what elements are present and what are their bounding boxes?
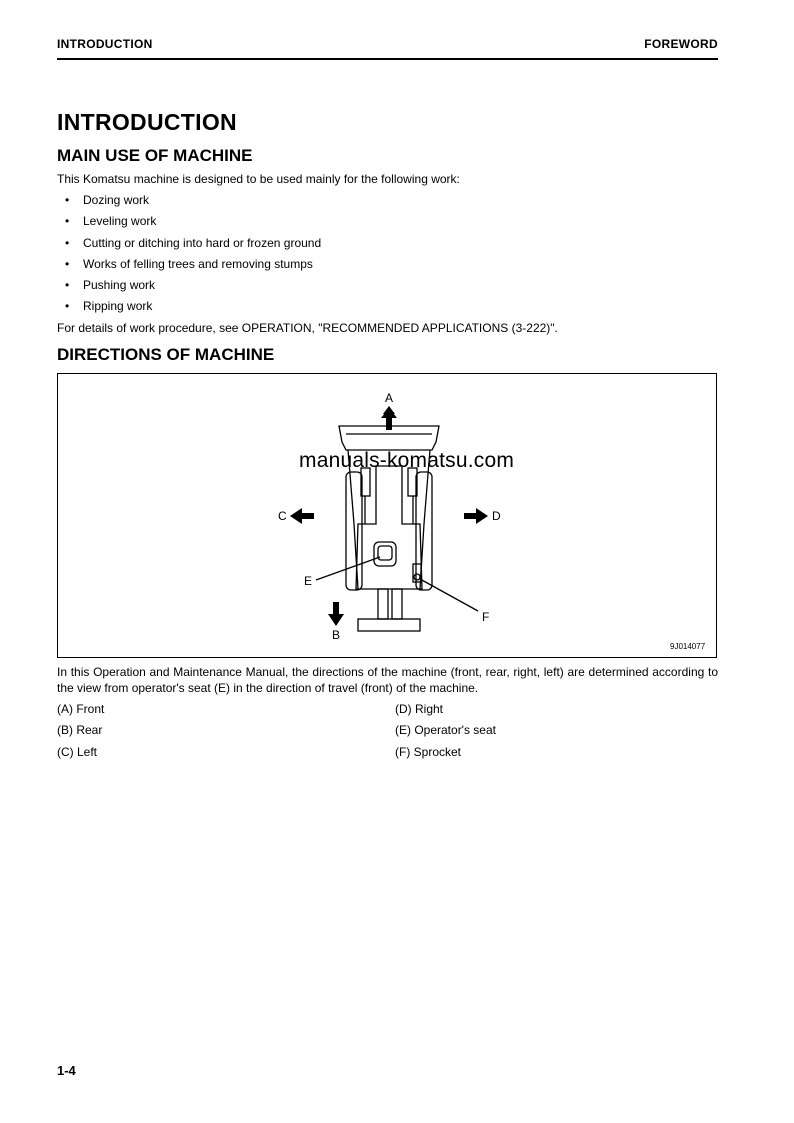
figure-code: 9J014077	[670, 642, 706, 651]
list-item: • Dozing work	[65, 193, 150, 207]
machine-body	[356, 466, 422, 589]
leader-line-f	[420, 579, 478, 611]
page-header	[57, 37, 718, 60]
list-item: • Cutting or ditching into hard or frozen ground	[65, 235, 322, 250]
watermark-text: manuals-komatsu.com	[299, 449, 515, 472]
bullet-dot: •	[65, 256, 70, 271]
legend-rear: (B) Rear	[57, 723, 103, 737]
list-item: • Ripping work	[65, 299, 153, 314]
page-number: 1-4	[57, 1063, 76, 1078]
legend-operator-seat: (E) Operator's seat	[395, 723, 496, 737]
main-use-intro: This Komatsu machine is designed to be used mainly for the following work:	[57, 172, 460, 186]
left-rear-frame	[378, 589, 388, 619]
directions-heading: DIRECTIONS OF MACHINE	[57, 345, 275, 364]
work-procedure-reference: For details of work procedure, see OPERATION, "RECOMMENDED APPLICATIONS (3-222)".	[57, 321, 558, 335]
arrow-front-icon	[381, 408, 397, 430]
main-use-heading: MAIN USE OF MACHINE	[57, 146, 253, 165]
work-list	[57, 193, 321, 321]
directions-description: In this Operation and Maintenance Manual, the directions of the machine (front, rear, right, left) are determined according to the view from operator's seat (E) in the direction of travel (front) of the machine.	[57, 665, 718, 695]
seat-cushion	[378, 546, 392, 560]
bullet-dot: •	[65, 235, 70, 250]
legend-left: (C) Left	[57, 745, 98, 759]
header-section: INTRODUCTION	[57, 37, 153, 51]
header-chapter: FOREWORD	[644, 37, 718, 51]
legend-front: (A) Front	[57, 702, 105, 716]
machine-directions-figure	[57, 373, 717, 658]
sprocket-hub	[414, 574, 420, 580]
arrow-rear-icon	[328, 602, 344, 626]
bullet-dot: •	[65, 278, 70, 293]
bulldozer-top-view-diagram	[58, 374, 718, 659]
label-d: D	[492, 509, 501, 523]
ripper-beam	[358, 619, 420, 631]
bullet-dot: •	[65, 214, 70, 229]
arrow-left-icon	[290, 508, 314, 524]
arrow-right-icon	[464, 508, 488, 524]
bullet-dot: •	[65, 193, 70, 207]
page-title: INTRODUCTION	[57, 109, 237, 135]
right-rear-frame	[392, 589, 402, 619]
label-e: E	[304, 574, 313, 588]
label-b: B	[332, 628, 341, 642]
legend-right: (D) Right	[395, 702, 444, 716]
list-item: • Works of felling trees and removing stumps	[65, 256, 313, 271]
label-a: A	[385, 391, 394, 405]
label-f: F	[482, 610, 490, 624]
list-item: • Pushing work	[65, 278, 156, 293]
leader-line-e	[316, 557, 380, 580]
legend-sprocket: (F) Sprocket	[395, 745, 462, 759]
bullet-dot: •	[65, 299, 70, 314]
list-item: • Leveling work	[65, 214, 157, 229]
label-c: C	[278, 509, 287, 523]
